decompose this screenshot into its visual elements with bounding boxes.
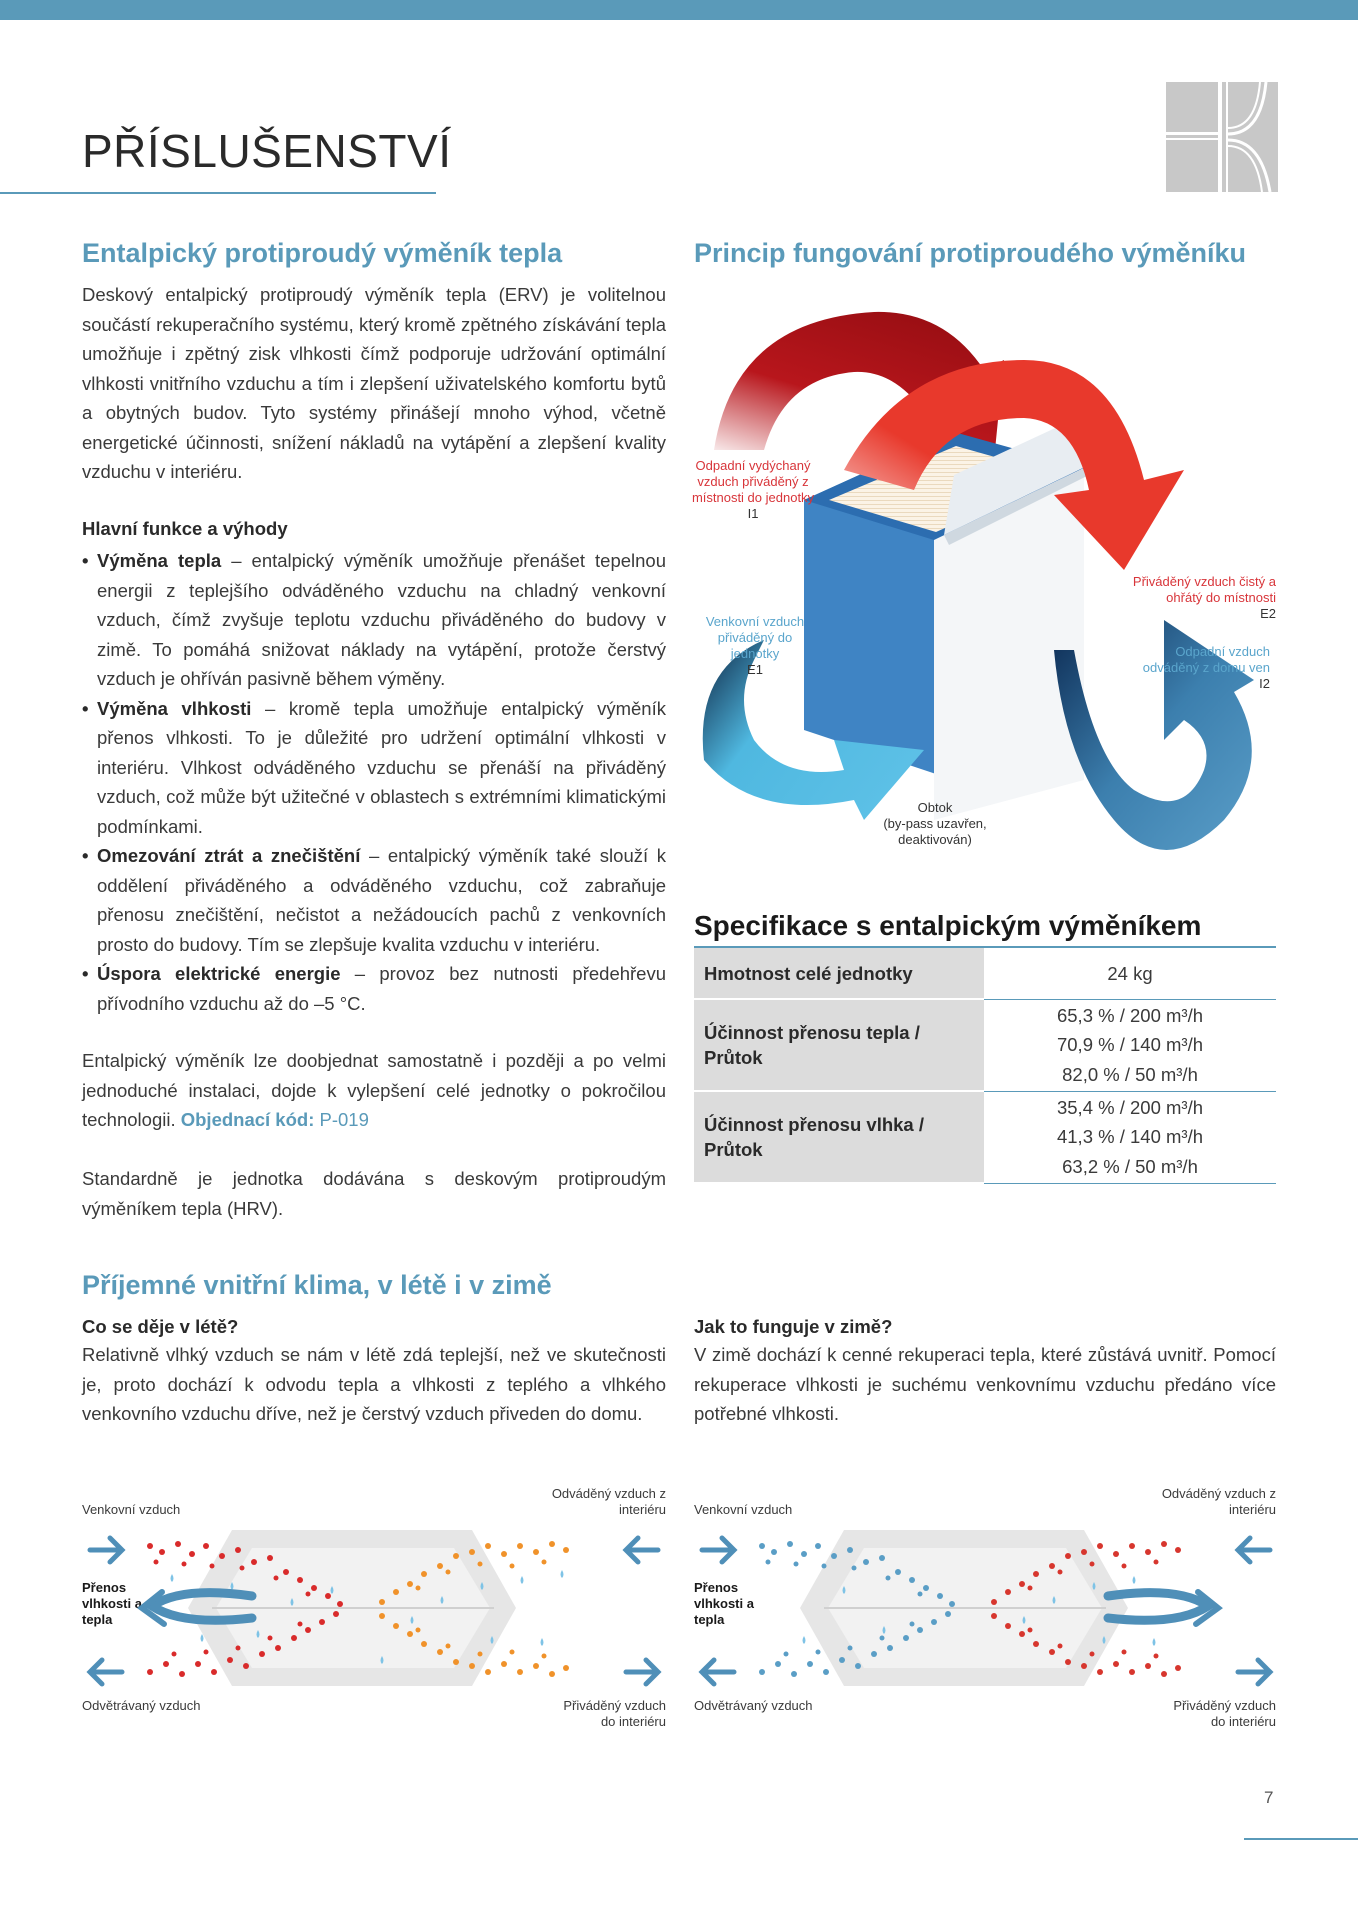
label-bypass: Obtok (by-pass uzavřen, deaktivován) [883, 800, 987, 847]
spec-title: Specifikace s entalpickým výměníkem [694, 910, 1202, 941]
standard-paragraph: Standardně je jednotka dodávána s deskovým protiproudým výměníkem tepla (HRV). [82, 1168, 666, 1219]
winter-supply-label: Přiváděný vzduch do interiéru [1173, 1698, 1276, 1729]
winter-transfer-label: Přenos vlhkosti a tepla [694, 1580, 754, 1627]
summer-text: Relativně vlhký vzduch se nám v létě zdá teplejší, než ve skutečnosti je, proto dochází k odvodu tepla a vlhkosti z teplého a vlhkého venkovního vzduchu dříve, než je čerstvý vzduch přiveden do domu. [82, 1344, 666, 1424]
order-paragraph: Entalpický výměník lze doobjednat samostatně i později a po velmi jednoduché instalaci, dojde k vylepšení celé jednotky o pokročilou technologii. Objednací kód: P-019 [82, 1050, 666, 1130]
table-row [694, 999, 1276, 1091]
brand-logo-icon [1166, 82, 1278, 192]
principle-heading: Princip fungování protiproudého výměníku [694, 238, 1247, 268]
list-item: • Výměna tepla – entalpický výměník umožňuje přenášet tepelnou energii z teplejšího odváděného vzduchu na chladný venkovní vzduch, čímž zvyšuje teplotu vzduchu přiváděného do budovy v zimě. To pomáhá snižovat náklady na vytápění, protože čerstvý vzduch je ohříván pasivně během výměny. [82, 546, 666, 694]
label-e2: Přiváděný vzduch čistý a ohřátý do místnosti E2 [1132, 574, 1276, 621]
spec-label: Hmotnost celé jednotky [694, 947, 984, 999]
spec-value: 24 kg [984, 947, 1276, 999]
winter-extract-label: Odváděný vzduch z interiéru [1161, 1486, 1276, 1517]
title-underline [0, 192, 436, 194]
top-accent-bar [0, 0, 1358, 20]
order-code-label: Objednací kód: [180, 1109, 315, 1130]
summer-question: Co se děje v létě? [82, 1316, 239, 1337]
label-e1: Venkovní vzduch přiváděný do jednotky E1 [705, 614, 805, 677]
page-title: PŘÍSLUŠENSTVÍ [82, 125, 452, 177]
table-row [694, 947, 1276, 999]
erv-intro: Deskový entalpický protiproudý výměník tepla (ERV) je volitelnou součástí rekuperačního systému, který kromě zpětného získávání tepla umožňuje i zpětný zisk vlhkosti čímž podporuje udržování optimální vlhkosti vnitřního vzduchu a tím i zlepšení uživatelského komfortu bytů a obytných budov. Tyto systémy přinášejí mnoho výhod, včetně energetické účinnosti, snížení nákladů na vytápění a zlepšení kvality vzduchu v interiéru. [82, 284, 666, 482]
winter-diagram [694, 1526, 1278, 1692]
page-number: 7 [1264, 1788, 1274, 1807]
summer-exhaust-label: Odvětrávaný vzduch [82, 1698, 201, 1713]
label-i2: Odpadní vzduch odváděný z domu ven I2 [1142, 644, 1270, 691]
order-code: P-019 [314, 1109, 369, 1130]
spec-label: Účinnost přenosu tepla / Průtok [694, 999, 984, 1091]
spec-value: 65,3 % / 200 m³/h 70,9 % / 140 m³/h 82,0 % / 50 m³/h [984, 999, 1276, 1091]
summer-extract-label: Odváděný vzduch z interiéru [551, 1486, 666, 1517]
features-heading: Hlavní funkce a výhody [82, 518, 288, 539]
winter-text: V zimě dochází k cenné rekuperaci tepla, které zůstává uvnitř. Pomocí rekuperace vlhkosti je suchému venkovnímu vzduchu předáno více potřebné vlhkosti. [694, 1344, 1276, 1424]
features-list [82, 546, 666, 1018]
spec-table [694, 946, 1276, 1184]
summer-diagram [82, 1526, 666, 1692]
table-row [694, 1091, 1276, 1183]
spec-label: Účinnost přenosu vlhka / Průtok [694, 1091, 984, 1183]
summer-outdoor-label: Venkovní vzduch [82, 1502, 181, 1517]
summer-transfer-label: Přenos vlhkosti a tepla [82, 1580, 142, 1627]
spec-value: 35,4 % / 200 m³/h 41,3 % / 140 m³/h 63,2 % / 50 m³/h [984, 1091, 1276, 1183]
winter-exhaust-label: Odvětrávaný vzduch [694, 1698, 813, 1713]
summer-supply-label: Přiváděný vzduch do interiéru [563, 1698, 666, 1729]
list-item: • Výměna vlhkosti – kromě tepla umožňuje entalpický výměník přenos vlhkosti. To je důležité pro udržení optimální vlhkosti v interiéru. Vlhkost odváděného vzduchu se přenáší na přiváděný vzduch, což může být užitečné v oblastech s extrémními klimatickými podmínkami. [82, 694, 666, 842]
list-item: • Omezování ztrát a znečištění – entalpický výměník také slouží k oddělení přiváděného a odváděného vzduchu, což zabraňuje přenosu znečištění, nečistot a nežádoucích pachů z venkovních prosto do budovy. Tím se zlepšuje kvalita vzduchu v interiéru. [82, 841, 666, 959]
climate-heading: Příjemné vnitřní klima, v létě i v zimě [82, 1270, 552, 1300]
erv-heading: Entalpický protiproudý výměník tepla [82, 238, 563, 268]
list-item: • Úspora elektrické energie – provoz bez nutnosti předehřevu přívodního vzduchu až do –5 °C. [82, 959, 666, 1018]
footer-rule [1244, 1838, 1358, 1840]
winter-outdoor-label: Venkovní vzduch [694, 1502, 793, 1517]
label-i1: Odpadní vydýchaný vzduch přiváděný z místnosti do jednotky I1 [691, 458, 815, 521]
winter-question: Jak to funguje v zimě? [694, 1316, 893, 1337]
